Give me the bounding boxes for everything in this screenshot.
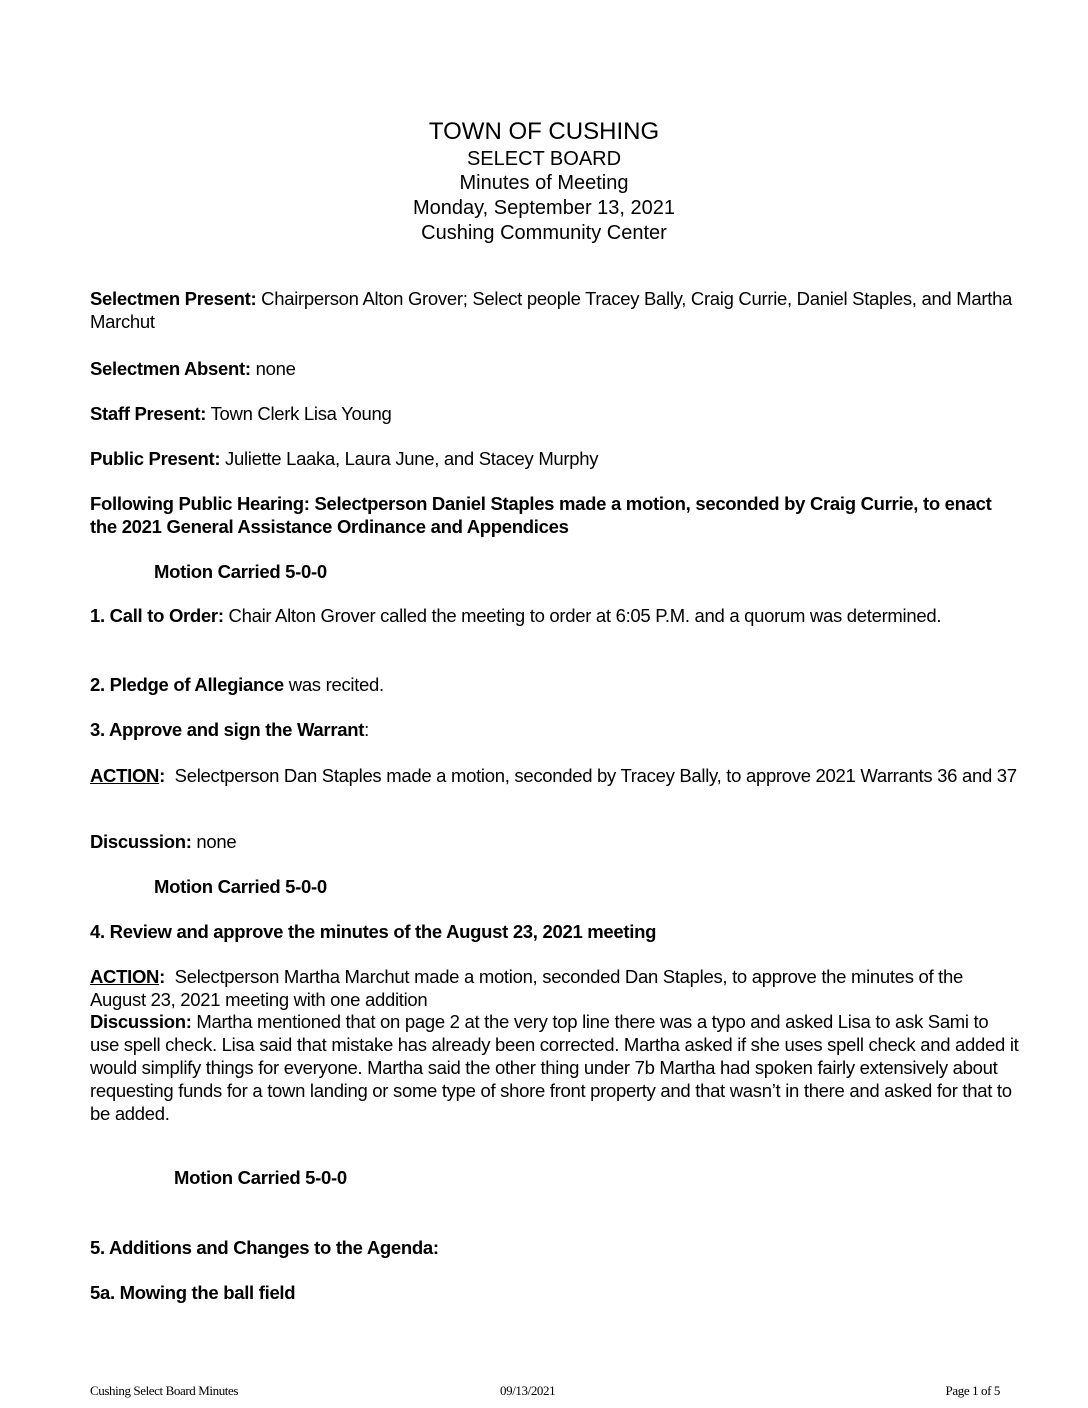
item-agenda-changes-heading: 5. Additions and Changes to the Agenda: [90, 1237, 439, 1258]
minutes-discussion: Discussion: Martha mentioned that on page 2 at the very top line there was a typo and asked Lisa to ask Sami to use spell check. Lisa said that mistake has already been corrected. Martha asked if she uses spell check and added it would simplify things for everyone. Martha said the other thing under 7b Martha had spoken fairly extensively about requesting funds for a town landing or some type of shore front property and that wasn’t in there and asked for that to be added. [90, 1011, 1019, 1124]
footer-date: 09/13/2021 [500, 1383, 556, 1398]
town-title: TOWN OF CUSHING [428, 118, 660, 145]
board-title: SELECT BOARD [466, 148, 622, 170]
warrant-motion-result: Motion Carried 5-0-0 [154, 876, 327, 897]
footer-title: Cushing Select Board Minutes [90, 1383, 239, 1398]
meeting-location: Cushing Community Center [421, 222, 667, 244]
footer-page-number: Page 1 of 5 [945, 1383, 1000, 1398]
document-type: Minutes of Meeting [459, 172, 629, 194]
warrant-discussion: Discussion: none [90, 831, 237, 852]
meeting-date: Monday, September 13, 2021 [412, 197, 676, 219]
warrant-action: ACTION: Selectperson Dan Staples made a motion, seconded by Tracey Bally, to approve 2021 Warrants 36 and 37 [90, 765, 1017, 786]
selectmen-absent: Selectmen Absent: none [90, 358, 296, 379]
selectmen-present: Selectmen Present: Chairperson Alton Grover; Select people Tracey Bally, Craig Currie, Daniel Staples, and Martha Marchut [90, 288, 1013, 332]
hearing-motion-result: Motion Carried 5-0-0 [154, 561, 327, 582]
staff-present: Staff Present: Town Clerk Lisa Young [90, 403, 392, 424]
minutes-motion-result: Motion Carried 5-0-0 [174, 1167, 347, 1188]
item-warrant-heading: 3. Approve and sign the Warrant: [90, 719, 369, 740]
item-pledge: 2. Pledge of Allegiance was recited. [90, 674, 384, 695]
item-mowing-heading: 5a. Mowing the ball field [90, 1282, 296, 1303]
public-present: Public Present: Juliette Laaka, Laura June, and Stacey Murphy [90, 448, 599, 469]
item-call-to-order: 1. Call to Order: Chair Alton Grover called the meeting to order at 6:05 P.M. and a quorum was determined. [90, 605, 942, 626]
public-hearing-motion: Following Public Hearing: Selectperson Daniel Staples made a motion, seconded by Craig Currie, to enact the 2021 General Assistance Ordinance and Appendices [90, 493, 992, 537]
minutes-action: ACTION: Selectperson Martha Marchut made a motion, seconded Dan Staples, to approve the minutes of the August 23, 2021 meeting with one addition [90, 966, 967, 1010]
item-minutes-heading: 4. Review and approve the minutes of the August 23, 2021 meeting [90, 921, 657, 942]
